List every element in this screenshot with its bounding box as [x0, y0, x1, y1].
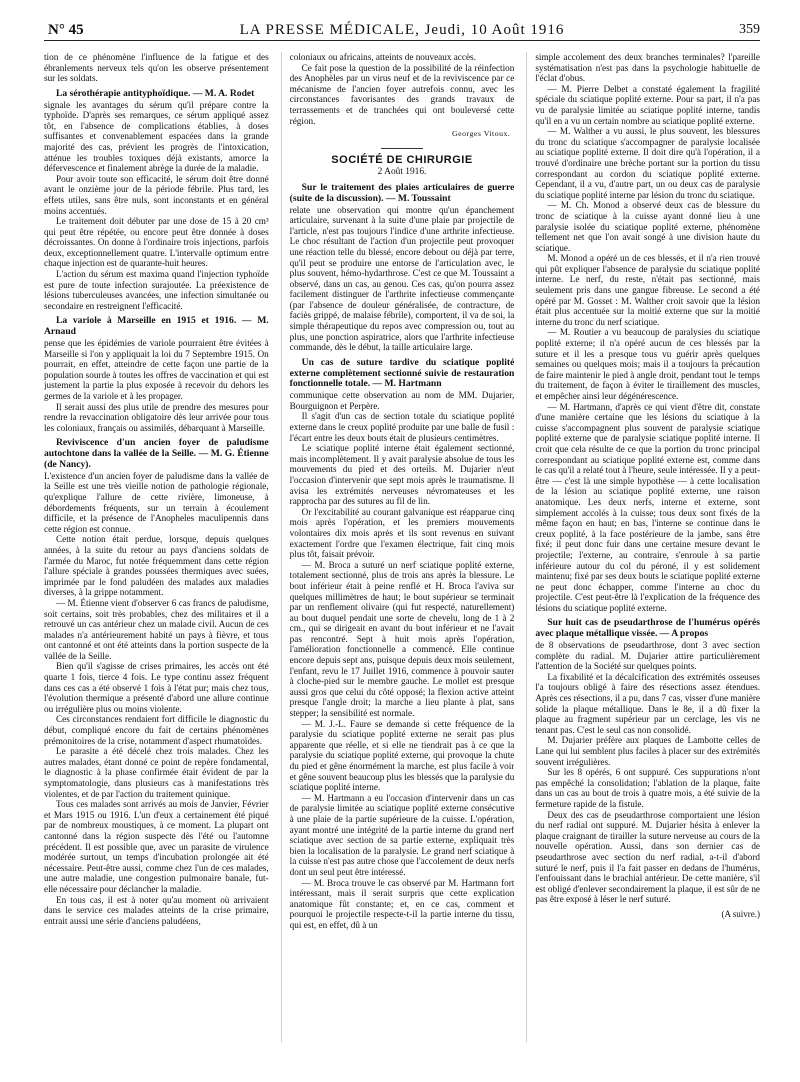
paragraph: signale les avantages du sérum qu'il prépare contre la typhoïde. D'après ses remarques, ce sérum appliqué assez tôt, en l'absence de complications établies, à doses suffisantes et convenablement espacées dans la grande majorité des cas, prévient les progrès de l'intoxication, atténue les troubles toxiques déjà existants, amorce la défervescence et finalement abrège la durée de la maladie. [44, 99, 269, 174]
paragraph: Le sciatique poplité interne était également sectionné, mais incomplètement. Il y avait paralysie absolue de tous les mouvements du pied et des orteils. M. Dujarier n'eut l'occasion d'intervenir que sept mois après le traumatisme. Il avisa les extrémités nerveuses névromateuses et les rapprocha par des sutures au fil de lin. [289, 443, 515, 507]
article-columns [44, 52, 760, 1042]
paragraph: — M. J.-L. Faure se demande si cette fréquence de la paralysie du sciatique poplité externe ne serait pas plus apparente que réelle, et si elle ne tiendrait pas à ce que la paralysie du sciatique poplité externe, qui provoque la chute du pied et gêne énormément la marche, est plus facile à voir et gêne souvent beaucoup plus les blessés que la paralysie du sciatique poplité interne. [289, 718, 515, 793]
paragraph: — M. Hartmann a eu l'occasion d'intervenir dans un cas de paralysie limitée au sciatique poplité externe consécutive à une plaie de la partie supérieure de la cuisse. L'opération, ayant montré une intégrité de la partie interne du grand nerf sciatique avec section de sa partie externe, expliquait très bien la localisation de la paralysie. Le grand nerf sciatique à la cuisse n'est pas autre chose que l'accolement de deux nerfs dont un seul peut être intéressé. [289, 792, 515, 877]
paragraph: simple accolement des deux branches terminales? l'pareille systématisation n'est pas dans la psychologie habituelle de l'éclat d'obus. [535, 52, 761, 84]
paragraph: — M. Broca trouve le cas observé par M. Hartmann fort intéressant, mais il serait surpris que cette explication anatomique fût constante; et, en ce cas, comment et pourquoi le projectile respecte-t-il la partie interne du tissu, qui est, en effet, dû à un [289, 877, 515, 930]
society-date: 2 Août 1916. [377, 167, 427, 178]
running-header [44, 18, 760, 41]
paragraph: La fixabilité et la décalcification des extrémités osseuses l'a toujours obligé à faire des résections assez étendues. Après ces résections, il a pu, dans 7 cas, visser d'une manière solide la plaque métallique. Dans le 8e, il a dû fixer la plaque au fragment supérieur par un cerclage, les vis ne tenant pas. C'est le seul cas non consolidé. [535, 671, 761, 735]
paragraph: Ce fait pose la question de la possibilité de la réinfection des Anophèles par un virus neuf et de la reviviscence par ce mécanisme de l'ancien foyer autrefois connu, avec les circonstances favorisantes des grands travaux de terrassements et de tranchées qui ont bouleversé cette région. [289, 62, 515, 126]
section-heading-variole: La variole à Marseille en 1915 et 1916. — M. Arnaud [44, 315, 269, 338]
column-2 [281, 52, 515, 1042]
author-signature: Georges Vitoux. [452, 129, 511, 139]
paragraph: Deux des cas de pseudarthrose comportaient une lésion du nerf radial ont suppuré. M. Dujarier hésita à enlever la plaque craignant de tirailler la suture nerveuse au cours de la nouvelle opération. Aussi, dans son dernier cas de pseudarthrose avec section du nerf radial, a-t-il d'abord suturé le nerf, puis il l'a fait passer en dedans de l'humérus, l'enfouissant dans le brachial antérieur. De cette manière, s'il est obligé d'enlever secondairement la plaque, il est sûr de ne pas être exposé à léser le nerf suturé. [535, 809, 761, 905]
section-heading-suture: Un cas de suture tardive du sciatique poplité externe complètement sectionné suivie de restauration fonctionnelle totale. — M. Hartmann [289, 356, 515, 390]
paragraph: En tous cas, il est à noter qu'au moment où arrivaient dans le service ces malades atteints de la crise primaire, entrait aussi une série d'anciens paludéens, [44, 894, 269, 926]
section-heading-humerus: Sur huit cas de pseudarthrose de l'humérus opérés avec plaque métallique vissée. — A propos [535, 617, 761, 640]
paragraph: — M. Étienne vient d'observer 6 cas francs de paludisme, soit certains, soit très probables, chez des militaires et il a retrouvé un cas antérieur chez un malade civil. Aucun de ces malades n'a antérieurement habité un pays à fièvre, et tous ont cantonné et ont été atteints dans la portion suspecte de la vallée de la Seille. [44, 597, 269, 661]
paragraph: Il s'agit d'un cas de section totale du sciatique poplité externe dans le creux poplité produite par une balle de fusil : l'écart entre les deux bouts était de plusieurs centimètres. [289, 411, 515, 443]
section-heading-serotherapie: La sérothérapie antityphoïdique. — M. A. Rodet [56, 87, 255, 99]
paragraph: L'existence d'un ancien foyer de paludisme dans la vallée de la Seille est une très vieille notion de pathologie régionale, qu'explique l'allure de cette rivière, limoneuse, à débordements fréquents, sur un terrain à écoulement difficile, et la présence de l'Anopheles maculipennis dans cette région est connue. [44, 470, 269, 534]
paragraph: Le traitement doit débuter par une dose de 15 à 20 cm³ qui peut être répétée, ou encore peut être donnée à doses décroissantes. On donne à l'ordinaire trois injections, parfois deux, exceptionnellement quatre. L'intervalle optimum entre chaque injection est de quarante-huit heures. [44, 216, 269, 269]
paragraph: Le parasite a été décelé chez trois malades. Chez les autres malades, étant donné ce point de repère fondamental, le diagnostic à la phase confirmée était évident de par la symptomatologie, dans plusieurs cas à manifestations très violentes, et de par l'action du traitement quinique. [44, 746, 269, 799]
paragraph: — M. Walther a vu aussi, le plus souvent, les blessures du tronc du sciatique s'accompagner de paralysie localisée au sciatique poplité externe. Il doit dire qu'à l'opération, il a trouvé d'ordinaire une brèche portant sur la portion du tissu correspondant au cordon du sciatique poplité externe. Cependant, il a vu, d'autre part, un ou deux cas de paralysie du sciatique poplité interne par lésion du tronc du sciatique. [535, 126, 761, 200]
paragraph: communique cette observation au nom de MM. Dujarier, Bourguignon et Perpère. [289, 390, 515, 411]
to-be-continued: (A suivre.) [721, 908, 761, 919]
paragraph: M. Monod a opéré un de ces blessés, et il n'a rien trouvé qui pût expliquer l'absence de paralysie du sciatique poplité interne. Le nerf, du reste, n'était pas sectionné, mais seulement pris dans une gangue fibreuse. Le second a été opéré par M. Gosset : M. Walther croit savoir que la lésion était plus accentuée sur la moitié externe que sur la moitié interne du tronc du nerf sciatique. [535, 253, 761, 327]
paragraph: — M. Ch. Monod a observé deux cas de blessure du tronc de sciatique à la cuisse ayant donné lieu à une paralysie isolée du sciatique poplité externe, phénomène tellement net que l'on avait songé à une division haute du sciatique. [535, 200, 761, 253]
page-number: 359 [739, 22, 760, 37]
column-3 [526, 52, 760, 1042]
paragraph: pense que les épidémies de variole pourraient être évitées à Marseille si l'on y appliquait la loi du 7 Septembre 1915. On pourrait, en effet, atteindre de cette façon une partie de la population sourde à toutes les offres de vaccination et qui est justement la partie la plus exposée à recevoir du dehors les germes de la variole et à les propager. [44, 338, 269, 402]
journal-title: LA PRESSE MÉDICALE, Jeudi, 10 Août 1916 [239, 22, 565, 38]
paragraph: Or l'excitabilité au courant galvanique est réapparue cinq mois après l'opération, et les premiers mouvements volontaires dix mois après et ils sont revenus en suivant exactement l'ordre que l'examen électrique, fait cinq mois plus tôt, faisait prévoir. [289, 506, 515, 560]
paragraph: — M. Routier a vu beaucoup de paralysies du sciatique poplité externe; il n'a opéré aucun de ces blessés par la suture et il les a presque tous vu guérir après quelques semaines ou quelques mois; mais il a toujours la précaution de faire maintenir le pied à angle droit, pendant tout le temps du traitement, de façon à éviter le tiraillement des muscles, et empêcher ainsi leur dégénérescence. [535, 327, 761, 401]
section-heading-paludisme: Reviviscence d'un ancien foyer de paludisme autochtone dans la vallée de la Seille. — M. G. Étienne (de Nancy). [44, 437, 269, 470]
paragraph: — M. Broca a suturé un nerf sciatique poplité externe, totalement sectionné, plus de trois ans après la blessure. Le bout inférieur était à peine renflé et H. Broca l'aviva sur quelques millimètres de haut; le bout supérieur se terminait par un renflement olivaire (qui fut respecté, naturellement) au bout duquel pendait une sorte de chevelu, long de 1 à 2 cm., qui se dirigeait en avant du bout inférieur et ne l'avait pas rencontré. Sept à huit mois après l'opération, l'amélioration fonctionnelle a commencé. Elle continue encore depuis sept ans, puisque depuis deux mois seulement, l'enfant, revu le 17 Juillet 1916, commence à pouvoir sauter à cloche-pied sur le membre gauche. Le mollet est presque aussi gros que celui du côté opposé; la flexion active atteint presque l'angle droit; la marche a lieu plante à plat, sans stepper; la sensibilité est normale. [289, 559, 515, 719]
paragraph: Ces circonstances rendaient fort difficile le diagnostic du début, compliqué encore du fait de certains phénomènes prémonitoires de la crise, notamment d'aspect rhumatoïdes. [44, 714, 269, 746]
paragraph: — M. Pierre Delbet a constaté également la fragilité spéciale du sciatique poplité externe. Pour sa part, il n'a pas vu de paralysie limitée au sciatique poplité interne, tandis qu'il en a vu un certain nombre au sciatique poplité externe. [535, 83, 761, 126]
paragraph: Il serait aussi des plus utile de prendre des mesures pour rendre la revaccination obligatoire dès leur arrivée pour tous les coloniaux, français ou assimilés, débarquant à Marseille. [44, 401, 269, 433]
paragraph: Cette notion était perdue, lorsque, depuis quelques années, à la suite du retour au pays d'anciens soldats de l'armée du Maroc, fut notée fréquemment dans cette région l'allure spéciale à grandes poussées thermiques avec suées, imprimée par le fond paludéen des malades aux maladies diverses, à la grippe notamment. [44, 534, 269, 598]
paragraph: Pour avoir toute son efficacité, le sérum doit être donné avant le onzième jour de la période fébrile. Plus tard, les effets utiles, sans être nuls, sont inconstants et en général moins accentués. [44, 173, 269, 216]
paragraph: Tous ces malades sont arrivés au mois de Janvier, Février et Mars 1915 ou 1916. L'un d'eux a certainement été piqué par de nombreux moustiques, à ce moment. La plupart ont cantonné dans la région suspecte dès l'été ou l'automne précédent. Il est possible que, avec un parasite de virulence modérée surtout, un temps d'incubation prolongée ait été nécessaire. Peut-être aussi, comme chez l'un de ces malades, une autre maladie, une congestion pulmonaire banale, fut-elle nécessaire pour déclancher la maladie. [44, 799, 269, 894]
section-heading-plaies: Sur le traitement des plaies articulaires de guerre (suite de la discussion). — M. Toussaint [289, 181, 515, 204]
column-1 [44, 52, 269, 1042]
paragraph: coloniaux ou africains, atteints de nouveaux accès. [289, 52, 476, 62]
paragraph: — M. Hartmann, d'après ce qui vient d'être dit, constate d'une manière certaine que les lésions du sciatique à la cuisse s'accompagnent plus souvent de paralysie sciatique poplité externe que de paralysie sciatique poplité interne. Il croit que cela résulte de ce que la portion du tronc principal correspondant au sciatique poplité externe est, comme dans le cas qu'il a relaté tout à l'heure, seule intéressée. Il y a peut-être — c'est là une simple hypothèse — à cette localisation de la lésion au sciatique poplité externe, une raison anatomique. Les deux nerfs, interne et externe, sont simplement accolés à la cuisse; tous deux sont fixés de la même façon en haut; en bas, l'interne se continue dans le creux poplité, à la face postérieure de la jambe, sans être fixé; il peut donc fuir dans une certaine mesure devant le projectile; l'externe, au contraire, s'enroule à sa partie inférieure autour du col du péroné, il y est solidement maintenu; fixé par ses deux bouts le sciatique poplité externe ne peut donc échapper, comme l'interne au choc du projectile. C'est peut-être là l'explication de la fréquence des lésions du sciatique poplité externe. [535, 401, 761, 613]
society-title: SOCIÉTÉ DE CHIRURGIE [331, 153, 473, 166]
issue-number: N° 45 [48, 22, 84, 38]
paragraph: Sur les 8 opérés, 6 ont suppuré. Ces suppurations n'ont pas empêché la consolidation; l'ablation de la plaque, faite dans un cas au bout de trois à quatre mois, a été suivie de la fermeture rapide de la fistule. [535, 767, 761, 809]
paragraph: M. Dujarier préfère aux plaques de Lambotte celles de Lane qui lui semblent plus faciles à placer sur des extrémités souvent irrégulières. [535, 735, 761, 767]
paragraph: Bien qu'il s'agisse de crises primaires, les accès ont été quarte 1 fois, tierce 4 fois. Le type continu assez fréquent dans ces cas a été observé 1 fois à l'état pur; mais chez tous, l'évolution thermique a présenté d'abord une allure continue ou irrégulière plus ou moins violente. [44, 661, 269, 714]
paragraph: relate une observation qui montre qu'un épanchement articulaire, survenant à la suite d'une plaie par projectile de l'article, n'est pas toujours l'indice d'une arthrite infectieuse. Le choc résultant de l'action d'un projectile peut provoquer une réaction telle du blessé, encore debout ou déjà par terre, qu'il peut se produire une entorse de l'articulation avec, le plus souvent, hémo-hydarthrose. C'est ce que M. Toussaint a observé, dans un cas, au genou. Ces cas, qu'on pourra assez facilement distinguer de l'arthrite infectieuse commençante (par l'absence de douleur généralisée, de contracture, de faciès grippé, de malaise fébrile), comportent, il va de soi, la simple thérapeutique du repos avec compression ou, tout au plus, une ponction aspiratrice, alors que l'arthrite infectieuse commande, dès le début, la taille articulaire large. [289, 204, 515, 353]
paragraph: tion de ce phénomène l'influence de la fatigue et des ébranlements nerveux tels qu'on les observe présentement sur les soldats. [44, 52, 269, 84]
paragraph: de 8 observations de pseudarthrose, dont 3 avec section complète du radial. M. Dujarier attire particulièrement l'attention de la Société sur quelques points. [535, 640, 761, 672]
paragraph: L'action du sérum est maxima quand l'injection typhoïde est pure de toute infection surajoutée. La préexistence de lésions tuberculeuses avancées, une infection simultanée ou secondaire en restreignent l'efficacité. [44, 269, 269, 311]
divider [381, 148, 423, 149]
